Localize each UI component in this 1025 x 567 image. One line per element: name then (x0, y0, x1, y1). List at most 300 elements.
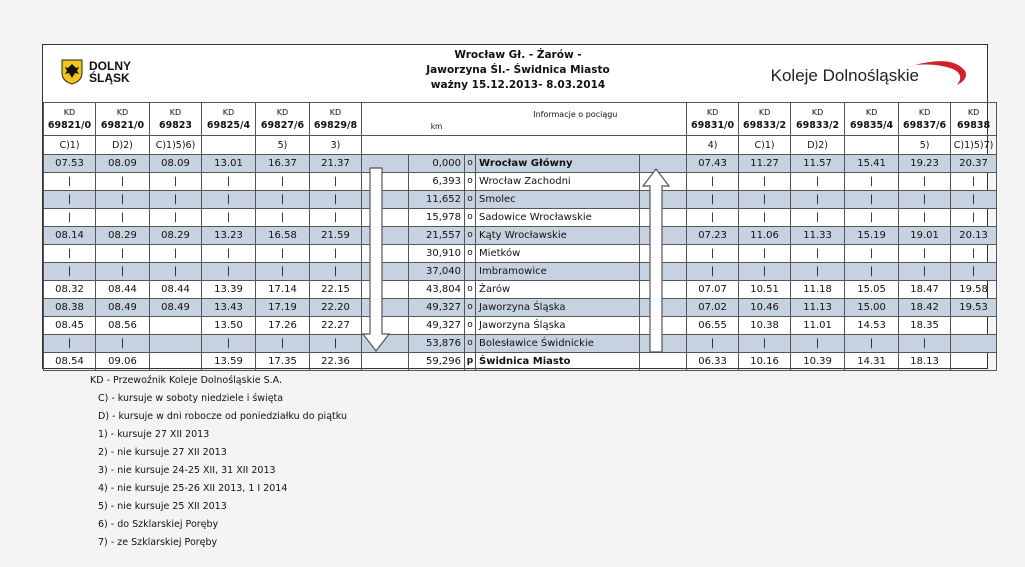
time-cell: 07.43 (687, 155, 739, 173)
arrow-gap (674, 209, 687, 227)
time-cell: | (951, 191, 997, 209)
time-cell: 18.13 (899, 353, 951, 371)
train-number-row (44, 103, 997, 136)
station-name: Smolec (476, 191, 640, 209)
km-header-label: km (430, 121, 443, 131)
brand-left-line1: DOLNY (89, 59, 131, 73)
footnote: 1) - kursuje 27 XII 2013 (98, 429, 210, 440)
time-cell: | (687, 209, 739, 227)
arrow-gap (396, 155, 409, 173)
station-name: Jaworzyna Śląska (476, 317, 640, 335)
time-cell: 17.19 (256, 299, 310, 317)
station-name: Sadowice Wrocławskie (476, 209, 640, 227)
train-number-cell (791, 103, 845, 136)
time-cell: 17.35 (256, 353, 310, 371)
train-number-cell (96, 103, 150, 136)
time-cell: | (310, 245, 362, 263)
time-cell: 22.36 (310, 353, 362, 371)
time-cell: 11.27 (739, 155, 791, 173)
train-number-cell (202, 103, 256, 136)
timetable-row (44, 263, 997, 281)
train-number-cell (150, 103, 202, 136)
time-cell: | (256, 245, 310, 263)
time-cell: | (256, 191, 310, 209)
km-cell: 59,296 (409, 353, 465, 371)
operator-label: KD (116, 108, 129, 117)
time-cell: 21.37 (310, 155, 362, 173)
time-cell: | (310, 335, 362, 353)
title-line1: Wrocław Gł. - Żarów - (454, 49, 582, 61)
train-note: C)1) (44, 136, 96, 155)
time-cell: | (739, 263, 791, 281)
timetable-row (44, 191, 997, 209)
time-cell: | (899, 335, 951, 353)
train-number-cell (845, 103, 899, 136)
time-cell (951, 353, 997, 371)
time-cell: 08.56 (96, 317, 150, 335)
train-note: C)1)5)7) (951, 136, 997, 155)
time-cell: | (951, 173, 997, 191)
station-name: Wrocław Zachodni (476, 173, 640, 191)
info-header-label: Informacje o pociągu (533, 110, 618, 119)
time-cell: 19.23 (899, 155, 951, 173)
time-cell: | (951, 209, 997, 227)
time-cell: | (791, 263, 845, 281)
stop-mark: o (465, 317, 476, 335)
time-cell: | (687, 335, 739, 353)
time-cell: 16.37 (256, 155, 310, 173)
train-number-cell (951, 103, 997, 136)
time-cell: 08.44 (150, 281, 202, 299)
time-cell: 18.42 (899, 299, 951, 317)
swoosh-icon (913, 57, 973, 91)
eagle-shield-icon (61, 59, 83, 85)
footnote: D) - kursuje w dni robocze od poniedziałku do piątku (98, 411, 347, 422)
operator-label: KD (865, 108, 878, 117)
train-note: C)1)5)6) (150, 136, 202, 155)
timetable-row (44, 353, 997, 371)
time-cell: 11.57 (791, 155, 845, 173)
train-number: 69821/0 (47, 120, 92, 131)
time-cell: 17.14 (256, 281, 310, 299)
time-cell: | (845, 173, 899, 191)
time-cell: 10.38 (739, 317, 791, 335)
time-cell: | (256, 335, 310, 353)
footnote: 4) - nie kursuje 25-26 XII 2013, 1 I 2014 (98, 483, 288, 494)
train-number-cell (899, 103, 951, 136)
time-cell: | (739, 335, 791, 353)
km-cell: 49,327 (409, 299, 465, 317)
time-cell (951, 317, 997, 335)
title-line2: Jaworzyna Śl.- Świdnica Miasto (426, 64, 610, 76)
time-cell: 09.06 (96, 353, 150, 371)
timetable-row (44, 155, 997, 173)
time-cell: | (310, 209, 362, 227)
train-number-cell (739, 103, 791, 136)
time-cell: 11.13 (791, 299, 845, 317)
train-number-cell (44, 103, 96, 136)
arrow-gap (674, 353, 687, 371)
train-number: 69821/0 (100, 120, 145, 131)
stop-mark: o (465, 191, 476, 209)
station-name: Żarów (476, 281, 640, 299)
station-name: Kąty Wrocławskie (476, 227, 640, 245)
time-cell: 19.01 (899, 227, 951, 245)
stop-mark: o (465, 227, 476, 245)
time-cell: 15.41 (845, 155, 899, 173)
time-cell: | (687, 245, 739, 263)
km-cell: 6,393 (409, 173, 465, 191)
time-cell: 08.45 (44, 317, 96, 335)
km-cell: 15,978 (409, 209, 465, 227)
time-cell: 08.09 (150, 155, 202, 173)
time-cell: 11.01 (791, 317, 845, 335)
time-cell: | (256, 209, 310, 227)
stop-mark: o (465, 209, 476, 227)
time-cell: 13.39 (202, 281, 256, 299)
time-cell: | (96, 263, 150, 281)
stop-mark: p (465, 353, 476, 371)
time-cell: | (202, 263, 256, 281)
stop-mark: o (465, 299, 476, 317)
time-cell: | (899, 209, 951, 227)
train-number: 69831/0 (691, 120, 735, 131)
operator-label: KD (63, 108, 76, 117)
time-cell: 21.59 (310, 227, 362, 245)
time-cell: | (310, 263, 362, 281)
arrow-gap (396, 299, 409, 317)
time-cell: | (44, 335, 96, 353)
time-cell: 20.37 (951, 155, 997, 173)
time-cell: 16.58 (256, 227, 310, 245)
blank-cell (362, 136, 687, 155)
page-title (333, 48, 703, 93)
time-cell: 08.14 (44, 227, 96, 245)
time-cell: 20.13 (951, 227, 997, 245)
time-cell: | (96, 245, 150, 263)
time-cell: 10.51 (739, 281, 791, 299)
timetable-row (44, 173, 997, 191)
time-cell: | (150, 209, 202, 227)
footnote: 6) - do Szklarskiej Poręby (98, 519, 219, 530)
time-cell: 08.49 (150, 299, 202, 317)
train-number: 69823 (158, 120, 193, 131)
time-cell: 06.33 (687, 353, 739, 371)
time-cell: | (845, 209, 899, 227)
stop-mark: o (465, 155, 476, 173)
time-cell: | (687, 173, 739, 191)
arrow-gap (362, 353, 375, 371)
time-cell: | (256, 263, 310, 281)
time-cell: 13.43 (202, 299, 256, 317)
koleje-dolnoslaskie-logo (770, 57, 973, 95)
timetable-row (44, 245, 997, 263)
operator-label: KD (918, 108, 931, 117)
arrow-gap (396, 173, 409, 191)
time-cell: | (791, 209, 845, 227)
time-cell: | (96, 209, 150, 227)
train-number: 69833/2 (796, 120, 840, 131)
time-cell: | (150, 173, 202, 191)
time-cell: 08.09 (96, 155, 150, 173)
time-cell: | (310, 191, 362, 209)
stop-mark (465, 263, 476, 281)
up-direction-arrow-icon (641, 166, 671, 354)
operator-label: KD (811, 108, 824, 117)
time-cell: 08.29 (150, 227, 202, 245)
arrow-gap (674, 299, 687, 317)
time-cell: | (791, 335, 845, 353)
time-cell: | (687, 263, 739, 281)
time-cell: | (202, 191, 256, 209)
time-cell: | (44, 191, 96, 209)
timetable-row (44, 299, 997, 317)
time-cell: 06.55 (687, 317, 739, 335)
time-cell: 11.06 (739, 227, 791, 245)
train-number: 69829/8 (313, 120, 358, 131)
km-cell: 53,876 (409, 335, 465, 353)
arrow-gap (653, 353, 674, 371)
time-cell: 07.07 (687, 281, 739, 299)
arrow-gap (396, 263, 409, 281)
train-note: C)1) (739, 136, 791, 155)
time-cell: 10.16 (739, 353, 791, 371)
dolny-slask-logo (61, 59, 131, 85)
time-cell: | (845, 335, 899, 353)
time-cell: | (202, 335, 256, 353)
time-cell: | (687, 191, 739, 209)
arrow-gap (674, 173, 687, 191)
arrow-gap (396, 227, 409, 245)
time-cell: 18.35 (899, 317, 951, 335)
train-note-row (44, 136, 997, 155)
time-cell: | (44, 263, 96, 281)
time-cell: 19.58 (951, 281, 997, 299)
footnote: 3) - nie kursuje 24-25 XII, 31 XII 2013 (98, 465, 276, 476)
train-number: 69838 (957, 120, 991, 131)
train-note (202, 136, 256, 155)
time-cell: 08.32 (44, 281, 96, 299)
station-name: Mietków (476, 245, 640, 263)
train-number-cell (687, 103, 739, 136)
time-cell: 22.15 (310, 281, 362, 299)
station-name: Wrocław Główny (476, 155, 640, 173)
time-cell: | (845, 191, 899, 209)
timetable-sheet (42, 44, 994, 369)
train-note: 5) (256, 136, 310, 155)
train-note: 4) (687, 136, 739, 155)
info-spacer (362, 103, 409, 136)
time-cell: 22.20 (310, 299, 362, 317)
time-cell: | (202, 209, 256, 227)
arrow-gap (674, 335, 687, 353)
time-cell: 14.53 (845, 317, 899, 335)
km-cell: 30,910 (409, 245, 465, 263)
arrow-gap (396, 281, 409, 299)
brand-left-line2: ŚLĄSK (89, 71, 130, 85)
train-number: 69833/2 (743, 120, 787, 131)
stop-mark: o (465, 245, 476, 263)
time-cell: | (899, 191, 951, 209)
footnote: C) - kursuje w soboty niedziele i święta (98, 393, 284, 404)
train-number: 69835/4 (850, 120, 894, 131)
timetable-row (44, 209, 997, 227)
km-cell: 49,327 (409, 317, 465, 335)
arrow-gap (674, 227, 687, 245)
time-cell: | (739, 245, 791, 263)
time-cell: | (845, 245, 899, 263)
train-note (845, 136, 899, 155)
station-name: Imbramowice (476, 263, 640, 281)
time-cell: 07.02 (687, 299, 739, 317)
time-cell: 15.00 (845, 299, 899, 317)
km-cell: 0,000 (409, 155, 465, 173)
timetable-row (44, 281, 997, 299)
time-cell (951, 335, 997, 353)
time-cell: | (791, 191, 845, 209)
time-cell: 07.53 (44, 155, 96, 173)
time-cell: | (202, 173, 256, 191)
time-cell: 19.53 (951, 299, 997, 317)
train-number: 69837/6 (903, 120, 947, 131)
time-cell (150, 335, 202, 353)
arrow-gap (640, 353, 653, 371)
operator-label: KD (276, 108, 289, 117)
brand-right-text: Koleje Dolnośląskie (770, 66, 919, 85)
time-cell: | (791, 245, 845, 263)
timetable-row (44, 335, 997, 353)
time-cell: 18.47 (899, 281, 951, 299)
km-header (409, 103, 465, 136)
arrow-gap (396, 317, 409, 335)
time-cell: 10.39 (791, 353, 845, 371)
footnote: 5) - nie kursuje 25 XII 2013 (98, 501, 227, 512)
timetable-table (43, 102, 997, 371)
arrow-gap (396, 191, 409, 209)
footnote: 7) - ze Szklarskiej Poręby (98, 537, 218, 548)
train-note: 5) (899, 136, 951, 155)
stop-mark: o (465, 173, 476, 191)
time-cell: 10.46 (739, 299, 791, 317)
time-cell: | (96, 191, 150, 209)
time-cell: | (845, 263, 899, 281)
arrow-gap (396, 245, 409, 263)
time-cell: 13.23 (202, 227, 256, 245)
time-cell: | (310, 173, 362, 191)
operator-label: KD (758, 108, 771, 117)
time-cell: 17.26 (256, 317, 310, 335)
down-direction-arrow-icon (361, 166, 391, 354)
time-cell: | (150, 191, 202, 209)
arrow-gap (396, 353, 409, 371)
operator-label: KD (329, 108, 342, 117)
arrow-gap (375, 353, 396, 371)
time-cell: 08.54 (44, 353, 96, 371)
time-cell: 13.01 (202, 155, 256, 173)
time-cell: | (96, 173, 150, 191)
time-cell: | (899, 263, 951, 281)
time-cell: 22.27 (310, 317, 362, 335)
operator-label: KD (222, 108, 235, 117)
time-cell: 15.05 (845, 281, 899, 299)
operator-label: KD (169, 108, 182, 117)
train-number-cell (256, 103, 310, 136)
train-note: D)2) (96, 136, 150, 155)
time-cell (150, 353, 202, 371)
timetable-row (44, 317, 997, 335)
arrow-gap (674, 245, 687, 263)
time-cell (150, 317, 202, 335)
train-number: 69827/6 (260, 120, 305, 131)
arrow-gap (674, 317, 687, 335)
train-note: 3) (310, 136, 362, 155)
time-cell: | (739, 173, 791, 191)
arrow-gap (674, 155, 687, 173)
time-cell: | (899, 245, 951, 263)
time-cell: | (256, 173, 310, 191)
time-cell: 15.19 (845, 227, 899, 245)
time-cell: 14.31 (845, 353, 899, 371)
station-name: Bolesławice Świdnickie (476, 335, 640, 353)
km-cell: 37,040 (409, 263, 465, 281)
time-cell: | (44, 245, 96, 263)
time-cell: 08.38 (44, 299, 96, 317)
time-cell: | (899, 173, 951, 191)
km-cell: 43,804 (409, 281, 465, 299)
time-cell: | (951, 263, 997, 281)
time-cell: | (951, 245, 997, 263)
time-cell: 08.29 (96, 227, 150, 245)
km-cell: 11,652 (409, 191, 465, 209)
timetable-row (44, 227, 997, 245)
info-header (465, 103, 687, 136)
train-note: D)2) (791, 136, 845, 155)
km-cell: 21,557 (409, 227, 465, 245)
time-cell: | (791, 173, 845, 191)
timetable-header (43, 45, 987, 103)
footnote: KD - Przewoźnik Koleje Dolnośląskie S.A. (90, 375, 282, 386)
time-cell: | (150, 245, 202, 263)
time-cell: | (202, 245, 256, 263)
arrow-gap (396, 335, 409, 353)
train-number: 69825/4 (206, 120, 251, 131)
time-cell: | (44, 209, 96, 227)
time-cell: 13.59 (202, 353, 256, 371)
title-line3: ważny 15.12.2013- 8.03.2014 (430, 79, 606, 91)
time-cell: | (96, 335, 150, 353)
operator-label: KD (967, 108, 980, 117)
time-cell: 08.44 (96, 281, 150, 299)
arrow-gap (674, 191, 687, 209)
time-cell: | (150, 263, 202, 281)
time-cell: | (739, 191, 791, 209)
arrow-gap (396, 209, 409, 227)
arrow-gap (674, 281, 687, 299)
time-cell: 13.50 (202, 317, 256, 335)
operator-label: KD (706, 108, 719, 117)
time-cell: 11.33 (791, 227, 845, 245)
arrow-gap (674, 263, 687, 281)
time-cell: | (44, 173, 96, 191)
footnote: 2) - nie kursuje 27 XII 2013 (98, 447, 227, 458)
station-name: Jaworzyna Śląska (476, 299, 640, 317)
time-cell: 07.23 (687, 227, 739, 245)
time-cell: 11.18 (791, 281, 845, 299)
time-cell: 08.49 (96, 299, 150, 317)
train-number-cell (310, 103, 362, 136)
station-name: Świdnica Miasto (476, 353, 640, 371)
time-cell: | (739, 209, 791, 227)
